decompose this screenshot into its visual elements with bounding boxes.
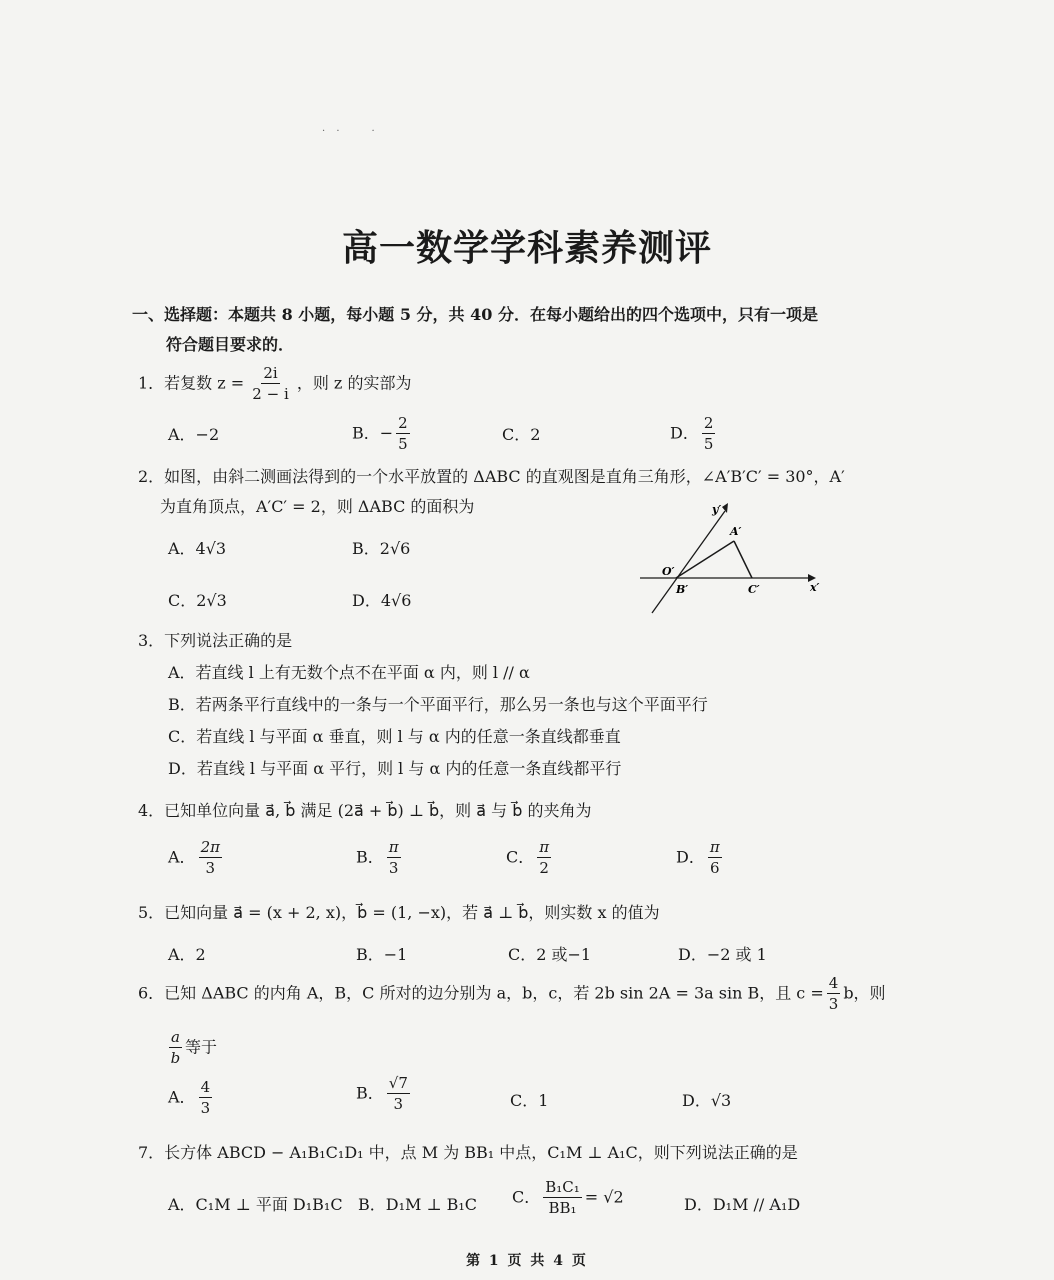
question-7: 7．长方体 ABCD − A₁B₁C₁D₁ 中，点 M 为 BB₁ 中点，C₁M ⊥ A₁C，则下列说法正确的是 <box>138 1143 798 1162</box>
q4-c-num: π <box>539 838 550 856</box>
q4-b-fraction <box>387 840 401 876</box>
q6-option-b <box>356 1076 413 1112</box>
q6-stem-pre: 6．已知 ΔABC 的内角 A，B，C 所对的边分别为 a，b，c，若 2b sin 2A = 3a sin B，且 c = <box>138 983 824 1003</box>
q3-option-c: C．若直线 l 与平面 α 垂直，则 l 与 α 内的任意一条直线都垂直 <box>168 727 621 746</box>
q3-option-a: A．若直线 l 上有无数个点不在平面 α 内，则 l // α <box>168 663 530 682</box>
q6-ratio-den: b <box>170 1049 181 1067</box>
label-o: O′ <box>662 565 675 578</box>
q1-frac-num: 2i <box>263 364 278 382</box>
q5-option-b: B．−1 <box>356 945 408 964</box>
q6-option-c: C．1 <box>510 1091 549 1110</box>
q3-option-b: B．若两条平行直线中的一条与一个平面平行，那么另一条也与这个平面平行 <box>168 695 708 714</box>
q4-d-num: π <box>709 838 720 856</box>
q6-ratio-num: a <box>171 1028 180 1046</box>
q7-c-label: C． <box>512 1187 541 1207</box>
question-2-line-2: 为直角顶点，A′C′ = 2，则 ΔABC 的面积为 <box>160 497 475 516</box>
question-3: 3．下列说法正确的是 <box>138 631 293 650</box>
q6-b-num: √7 <box>388 1074 408 1092</box>
q7-option-d: D．D₁M // A₁D <box>684 1195 801 1214</box>
q1-option-b <box>352 416 413 452</box>
q5-option-a: A．2 <box>168 945 206 964</box>
q4-a-num: 2π <box>200 838 220 856</box>
q6-line2-post: 等于 <box>184 1037 217 1057</box>
q4-a-den: 3 <box>205 859 216 877</box>
q7-c-num: B₁C₁ <box>545 1178 580 1196</box>
q4-option-d <box>676 840 725 876</box>
q6-a-fraction <box>199 1080 213 1116</box>
question-2-line-1: 2．如图，由斜二测画法得到的一个水平放置的 ΔABC 的直观图是直角三角形，∠A′B′C′ = 30°，A′ <box>138 467 845 486</box>
q1-stem-pre: 1．若复数 z = <box>138 373 245 393</box>
q1-frac-den: 2 − i <box>252 385 289 403</box>
q1-d-den: 5 <box>703 435 714 453</box>
q7-c-post: = √2 <box>584 1187 624 1207</box>
q6-a-label: A． <box>168 1087 196 1107</box>
q1-option-c: C．2 <box>502 425 541 444</box>
question-1 <box>138 366 411 402</box>
question-4: 4．已知单位向量 a⃗, b⃗ 满足 (2a⃗ + b⃗) ⊥ b⃗，则 a⃗ 与 b⃗ 的夹角为 <box>138 801 592 820</box>
q1-d-label: D． <box>670 423 699 443</box>
label-a: A′ <box>730 525 742 538</box>
q4-b-num: π <box>388 838 399 856</box>
q5-option-c: C．2 或−1 <box>508 945 592 964</box>
q7-option-b: B．D₁M ⊥ B₁C <box>358 1195 478 1214</box>
q1-option-d <box>670 416 718 452</box>
q2-option-d: D．4√6 <box>352 591 412 610</box>
q2-option-a: A．4√3 <box>168 539 227 558</box>
q6-b-label: B． <box>356 1083 384 1103</box>
q6-stem-den: 3 <box>828 995 839 1013</box>
q4-option-c <box>506 840 554 876</box>
q4-b-den: 3 <box>388 859 399 877</box>
q1-b-num: 2 <box>398 414 408 432</box>
q5-option-d: D．−2 或 1 <box>678 945 767 964</box>
q4-c-fraction <box>537 840 551 876</box>
q4-b-label: B． <box>356 847 384 867</box>
q6-stem-fraction <box>827 976 841 1012</box>
q6-stem-num: 4 <box>828 974 839 992</box>
q6-a-num: 4 <box>200 1078 211 1096</box>
q6-b-fraction <box>387 1076 410 1112</box>
q3-option-d: D．若直线 l 与平面 α 平行，则 l 与 α 内的任意一条直线都平行 <box>168 759 622 778</box>
q4-option-a <box>168 840 225 876</box>
exam-title: 高一数学学科素养测评 <box>341 228 712 269</box>
label-b: B′ <box>676 583 689 596</box>
q6-a-den: 3 <box>200 1099 211 1117</box>
q1-b-fraction <box>396 416 410 452</box>
q7-c-den: BB₁ <box>548 1199 577 1217</box>
q4-option-b <box>356 840 404 876</box>
q2-option-c: C．2√3 <box>168 591 227 610</box>
y-axis <box>652 511 725 613</box>
q6-b-den: 3 <box>393 1095 404 1113</box>
edge-a-c <box>734 541 752 578</box>
q7-option-a: A．C₁M ⊥ 平面 D₁B₁C <box>168 1195 343 1214</box>
q7-option-c <box>512 1180 624 1216</box>
q4-d-label: D． <box>676 847 705 867</box>
edge-b-a <box>676 541 734 578</box>
q1-b-sign: − <box>379 423 394 443</box>
q4-c-den: 2 <box>539 859 549 877</box>
q4-a-label: A． <box>168 847 196 867</box>
q4-a-fraction <box>199 840 222 876</box>
q1-option-a: A．−2 <box>168 425 220 444</box>
q1-d-fraction <box>702 416 716 452</box>
q6-ratio-fraction <box>169 1030 182 1066</box>
q1-b-label: B． <box>352 423 380 443</box>
q1-b-den: 5 <box>398 435 408 453</box>
q7-c-fraction <box>543 1180 582 1216</box>
q4-c-label: C． <box>506 847 535 867</box>
q2-figure <box>630 495 830 620</box>
q1-d-num: 2 <box>703 414 714 432</box>
q1-fraction <box>252 366 288 402</box>
question-6-line-2 <box>166 1030 217 1066</box>
label-y: y′ <box>712 503 722 516</box>
section-line-1: 一、选择题：本题共 8 小题，每小题 5 分，共 40 分．在每小题给出的四个选项中，只有一项是 <box>132 305 818 324</box>
q6-option-a <box>168 1080 215 1116</box>
q1-stem-post: ，则 z 的实部为 <box>296 373 412 393</box>
section-header <box>132 300 852 360</box>
q6-stem-post: b，则 <box>843 983 886 1003</box>
section-line-2: 符合题目要求的． <box>166 335 295 354</box>
label-x: x′ <box>810 581 820 594</box>
q4-d-den: 6 <box>710 859 720 877</box>
page-footer: 第 1 页 共 4 页 <box>466 1253 588 1269</box>
q6-option-d: D．√3 <box>682 1091 732 1110</box>
question-6-line-1 <box>138 976 886 1012</box>
q2-option-b: B．2√6 <box>352 539 411 558</box>
q4-d-fraction <box>708 840 722 876</box>
scan-marks: · · · <box>322 126 379 137</box>
question-5: 5．已知向量 a⃗ = (x + 2, x)，b⃗ = (1, −x)，若 a⃗ ⊥ b⃗，则实数 x 的值为 <box>138 903 660 922</box>
label-c: C′ <box>748 583 760 596</box>
